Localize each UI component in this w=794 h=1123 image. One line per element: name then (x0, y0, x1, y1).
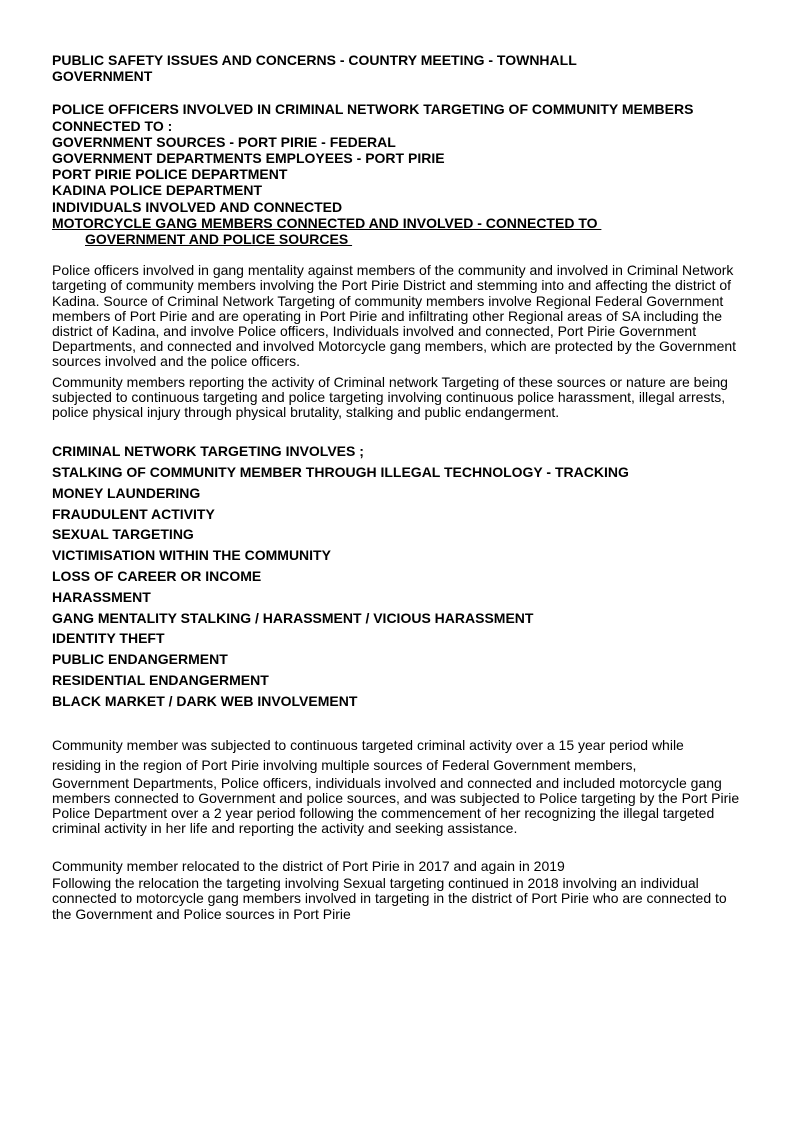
title-line-1: PUBLIC SAFETY ISSUES AND CONCERNS - COUNTRY MEETING - TOWNHALL (52, 52, 577, 68)
document-title (52, 52, 742, 84)
connected-item: KADINA POLICE DEPARTMENT (52, 182, 262, 199)
connected-heading-line-2: CONNECTED TO : (52, 117, 173, 134)
account-paragraph: Government Departments, Police officers, individuals involved and connected and included motorcycle gang members connected to Government and police sources, and was subjected to Police targeting by the Port Pirie Police Department over a 2 year period following the commencement of her recognizing the illegal targeted criminal activity in her life and reporting the activity and seeking assistance. (52, 774, 740, 837)
list-item: LOSS OF CAREER OR INCOME (52, 568, 262, 585)
connected-sources-section (52, 101, 742, 247)
title-line-2: GOVERNMENT (52, 68, 153, 85)
list-item: RESIDENTIAL ENDANGERMENT (52, 672, 269, 689)
list-item: BLACK MARKET / DARK WEB INVOLVEMENT (52, 692, 358, 709)
list-item: VICTIMISATION WITHIN THE COMMUNITY (52, 547, 331, 564)
connected-heading-line-1: POLICE OFFICERS INVOLVED IN CRIMINAL NETWORK TARGETING OF COMMUNITY MEMBERS (52, 101, 694, 118)
intro-paragraph: Police officers involved in gang mentality against members of the community and involved in Criminal Network targeting of community members involving the Port Pirie District and stemming into and affecting the district of Kadina. Source of Criminal Network Targeting of community members involve Regional Federal Government members of Port Pirie and are operating in Port Pirie and infiltrating other Regional areas of SA including the district of Kadina, and involve Police officers, Individuals involved and connected, Port Pirie Government Departments, and connected and involved Motorcycle gang members, which are protected by the Government sources involved and the police officers. (52, 262, 737, 370)
relocation-section (52, 856, 742, 922)
targeting-list (52, 441, 742, 711)
list-item: GANG MENTALITY STALKING / HARASSMENT / VICIOUS HARASSMENT (52, 609, 534, 626)
reporting-paragraph: Community members reporting the activity of Criminal network Targeting of these sources or nature are being subjected to continuous targeting and police targeting involving continuous police harassment, illegal arrests, police physical injury through physical brutality, stalking and public endangerment. (52, 373, 728, 421)
list-item: SEXUAL TARGETING (52, 526, 194, 543)
document-page (52, 52, 742, 922)
connected-item: GOVERNMENT SOURCES - PORT PIRIE - FEDERAL (52, 133, 396, 150)
list-item: HARASSMENT (52, 588, 151, 605)
list-item: STALKING OF COMMUNITY MEMBER THROUGH ILLEGAL TECHNOLOGY - TRACKING (52, 464, 629, 481)
connected-underlined-line-2: GOVERNMENT AND POLICE SOURCES (85, 231, 353, 248)
list-item: MONEY LAUNDERING (52, 484, 201, 501)
connected-item: PORT PIRIE POLICE DEPARTMENT (52, 166, 288, 183)
relocation-line-1: Community member relocated to the district of Port Pirie in 2017 and again in 2019 (52, 857, 565, 874)
list-item: FRAUDULENT ACTIVITY (52, 505, 215, 522)
connected-item: INDIVIDUALS INVOLVED AND CONNECTED (52, 198, 343, 215)
account-line-1: Community member was subjected to continuous targeted criminal activity over a 15 year period while (52, 736, 684, 753)
account-section (52, 735, 742, 837)
relocation-paragraph: Following the relocation the targeting involving Sexual targeting continued in 2018 involving an individual connected to motorcycle gang members involved in targeting in the district of Port Pirie who are connected to the Government and Police sources in Port Pirie (52, 875, 727, 922)
list-item: IDENTITY THEFT (52, 630, 165, 647)
connected-underlined-line-1: MOTORCYCLE GANG MEMBERS CONNECTED AND INVOLVED - CONNECTED TO (52, 214, 602, 231)
account-line-2: residing in the region of Port Pirie involving multiple sources of Federal Government members, (52, 757, 637, 774)
targeting-heading: CRIMINAL NETWORK TARGETING INVOLVES ; (52, 443, 364, 460)
connected-item: GOVERNMENT DEPARTMENTS EMPLOYEES - PORT PIRIE (52, 150, 445, 167)
list-item: PUBLIC ENDANGERMENT (52, 651, 228, 668)
